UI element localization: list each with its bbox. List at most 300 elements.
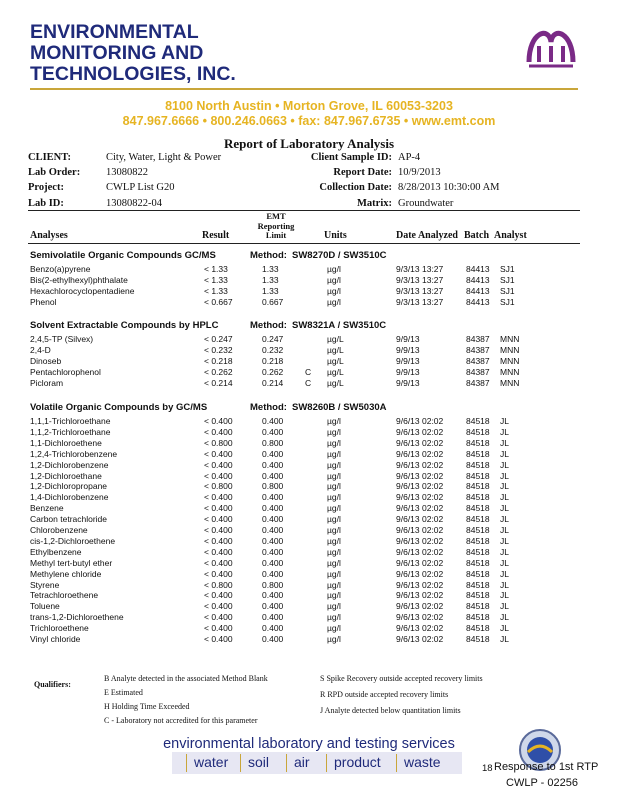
cell-units: µg/l [327,426,341,437]
table-row [0,601,618,612]
cell-date: 9/6/13 02:02 [396,590,444,601]
cell-date: 9/6/13 02:02 [396,601,444,612]
cell-units: µg/l [327,503,341,514]
cell-limit: 0.214 [262,377,284,388]
cell-date: 9/3/13 13:27 [396,264,444,274]
table-row [0,536,618,547]
cell-name: Dinoseb [30,355,62,366]
cell-units: µg/L [327,344,344,355]
table-row [0,345,618,356]
cell-date: 9/3/13 13:27 [396,285,444,296]
cell-limit: 0.400 [262,459,284,470]
cell-name: 1,4-Dichlorobenzene [30,492,109,503]
cell-result: < 0.400 [204,525,233,535]
cell-batch: 84518 [466,590,490,601]
cell-limit: 0.400 [262,568,284,579]
cell-date: 9/6/13 02:02 [396,448,444,459]
cell-analyst: JL [500,634,509,644]
service-separator [326,754,327,772]
cell-name: 1,2-Dichlorobenzene [30,459,109,470]
cell-batch: 84518 [466,568,490,579]
cell-limit: 0.800 [262,437,284,448]
cell-limit: 0.400 [262,448,284,459]
qualifier-c: C - Laboratory not accredited for this parameter [104,716,258,725]
report-title: Report of Laboratory Analysis [223,136,395,151]
cell-analyst: JL [500,437,509,448]
cell-date: 9/6/13 02:02 [396,503,444,514]
table-row [0,590,618,601]
page-number: 18 [482,763,493,774]
cell-name: Methyl tert-butyl ether [30,557,113,568]
cell-units: µg/l [327,557,341,568]
address-line: 8100 North Austin • Morton Grove, IL 60053-3203 [165,99,453,113]
cell-limit: 0.400 [262,492,284,503]
project-label: Project: [28,182,64,193]
cell-analyst: SJ1 [500,296,515,307]
cell-date: 9/6/13 02:02 [396,437,444,448]
cell-limit: 0.400 [262,470,284,481]
qualifiers-label: Qualifiers: [34,680,71,689]
cell-name: Pentachlorophenol [30,366,101,377]
cell-result: < 0.400 [204,459,233,470]
table-row [0,558,618,569]
cell-batch: 84518 [466,437,490,448]
table-row [0,471,618,482]
cell-date: 9/9/13 [396,355,420,366]
cell-limit: 0.247 [262,334,284,344]
cell-batch: 84387 [466,377,490,388]
qualifiers [0,670,618,726]
section-title: Semivolatile Organic Compounds GC/MS [30,250,216,261]
cell-limit: 0.400 [262,416,284,426]
cell-analyst: MNN [500,334,520,344]
footer-tagline: environmental laboratory and testing services [163,736,455,752]
cell-result: < 1.33 [204,274,228,285]
cell-name: Toluene [30,601,60,612]
qualifier-b: B Analyte detected in the associated Method Blank [104,674,268,683]
table-row [0,416,618,427]
cell-result: < 0.400 [204,634,233,644]
document-id: CWLP - 02256 [506,777,578,789]
cell-analyst: JL [500,459,509,470]
cell-limit: 0.400 [262,503,284,514]
table-row [0,334,618,345]
qualifier-j: J Analyte detected below quantitation limits [320,706,461,715]
table-row [0,427,618,438]
cell-date: 9/6/13 02:02 [396,579,444,590]
header-rule [30,88,578,90]
cell-name: Tetrachloroethene [30,590,99,601]
qualifier-h: H Holding Time Exceeded [104,702,190,711]
cell-limit: 0.400 [262,514,284,525]
sample-id-label: Client Sample ID: [310,152,392,163]
cell-analyst: JL [500,590,509,601]
cell-analyst: MNN [500,366,520,377]
matrix-label: Matrix: [357,198,392,209]
cell-analyst: JL [500,525,509,535]
cell-batch: 84518 [466,448,490,459]
cell-batch: 84518 [466,470,490,481]
cell-date: 9/6/13 02:02 [396,634,444,644]
table-row [0,634,618,645]
report-date-label: Report Date: [333,167,392,178]
cell-batch: 84387 [466,366,490,377]
qualifier-r: R RPD outside accepted recovery limits [320,690,449,699]
lab-order-label: Lab Order: [28,167,81,178]
cell-analyst: JL [500,416,509,426]
cell-units: µg/l [327,525,341,535]
cell-analyst: SJ1 [500,274,515,285]
qualifier-e: E Estimated [104,688,143,697]
cell-units: µg/l [327,285,341,296]
table-row [0,569,618,580]
cell-limit: 0.400 [262,557,284,568]
cell-units: µg/l [327,416,341,426]
col-limit [254,212,298,241]
cell-date: 9/6/13 02:02 [396,470,444,481]
emt-logo [525,22,577,72]
cell-analyst: JL [500,546,509,557]
cell-units: µg/l [327,634,341,644]
cell-batch: 84413 [466,264,490,274]
table-row [0,514,618,525]
cell-analyst: JL [500,623,509,634]
cell-units: µg/l [327,514,341,525]
cell-date: 9/6/13 02:02 [396,514,444,525]
cell-date: 9/6/13 02:02 [396,492,444,503]
cell-batch: 84518 [466,579,490,590]
cell-units: µg/l [327,568,341,579]
cell-result: < 0.218 [204,355,233,366]
method-label: Method: [250,250,287,261]
cell-batch: 84387 [466,344,490,355]
cell-analyst: JL [500,448,509,459]
cell-result: < 0.262 [204,366,233,377]
cell-date: 9/6/13 02:02 [396,426,444,437]
cell-name: Benzo(a)pyrene [30,264,91,274]
cell-limit: 0.232 [262,344,284,355]
cell-units: µg/l [327,470,341,481]
company-line-1: ENVIRONMENTAL [30,21,199,43]
cell-limit: 0.400 [262,590,284,601]
cell-result: < 0.800 [204,437,233,448]
project-value: CWLP List G20 [106,182,175,193]
cell-limit: 0.400 [262,612,284,623]
cell-name: Carbon tetrachloride [30,514,108,525]
col-date: Date Analyzed [396,230,458,241]
col-analyst: Analyst [494,230,527,241]
cell-name: 1,1-Dichloroethene [30,437,102,448]
table-row [0,612,618,623]
report-date-value: 10/9/2013 [398,167,441,178]
service-separator [240,754,241,772]
cell-name: 1,2-Dichloropropane [30,481,108,492]
table-row [0,580,618,591]
cell-units: µg/l [327,437,341,448]
service-waste: waste [404,754,441,770]
cell-result: < 0.400 [204,448,233,459]
service-soil: soil [248,754,270,770]
cell-batch: 84518 [466,557,490,568]
cell-q: C [305,366,312,377]
client-value: City, Water, Light & Power [106,152,222,163]
cell-name: cis-1,2-Dichloroethene [30,535,116,546]
cell-analyst: MNN [500,355,520,366]
table-row [0,378,618,389]
table-row [0,438,618,449]
cell-result: < 0.214 [204,377,233,388]
cell-result: < 0.400 [204,535,233,546]
service-separator [396,754,397,772]
cell-result: < 0.400 [204,590,233,601]
cell-limit: 0.400 [262,535,284,546]
cell-date: 9/9/13 [396,366,420,377]
method-value: SW8321A / SW3510C [292,320,387,331]
cell-result: < 0.400 [204,503,233,514]
cell-limit: 1.33 [262,274,279,285]
cell-name: Phenol [30,296,57,307]
cell-date: 9/6/13 02:02 [396,416,444,426]
col-units: Units [324,230,347,241]
cell-batch: 84518 [466,416,490,426]
cell-limit: 0.400 [262,634,284,644]
cell-units: µg/l [327,264,341,274]
cell-units: µg/L [327,355,344,366]
cell-date: 9/9/13 [396,334,420,344]
cell-analyst: JL [500,481,509,492]
cell-batch: 84518 [466,623,490,634]
cell-limit: 0.400 [262,546,284,557]
sample-id-value: AP-4 [398,152,421,163]
cell-date: 9/6/13 02:02 [396,623,444,634]
cell-batch: 84518 [466,481,490,492]
cell-batch: 84518 [466,492,490,503]
cell-result: < 0.800 [204,579,233,590]
cell-analyst: JL [500,601,509,612]
cell-result: < 0.400 [204,426,233,437]
cell-date: 9/6/13 02:02 [396,568,444,579]
cell-name: Trichloroethene [30,623,89,634]
cell-units: µg/l [327,481,341,492]
service-separator [186,754,187,772]
cell-result: < 0.400 [204,546,233,557]
cell-batch: 84518 [466,503,490,514]
cell-units: µg/l [327,296,341,307]
cell-result: < 0.400 [204,557,233,568]
cell-units: µg/L [327,334,344,344]
services-list [172,752,462,774]
cell-name: Ethylbenzene [30,546,82,557]
cell-units: µg/l [327,274,341,285]
cell-limit: 0.400 [262,525,284,535]
cell-batch: 84518 [466,514,490,525]
cell-batch: 84518 [466,535,490,546]
col-limit-line1: EMT [266,211,286,221]
cell-name: 2,4,5-TP (Silvex) [30,334,94,344]
cell-name: Methylene chloride [30,568,102,579]
table-row [0,367,618,378]
contact-line: 847.967.6666 • 800.246.0663 • fax: 847.967.6735 • www.emt.com [122,114,496,128]
cell-result: < 0.400 [204,623,233,634]
table-row [0,481,618,492]
table-row [0,356,618,367]
cell-result: < 1.33 [204,264,228,274]
cell-name: 1,1,1-Trichloroethane [30,416,111,426]
collection-date-label: Collection Date: [319,182,392,193]
cell-analyst: MNN [500,344,520,355]
qualifier-s: S Spike Recovery outside accepted recovery limits [320,674,483,683]
cell-result: < 0.667 [204,296,233,307]
cell-name: 2,4-D [30,344,51,355]
col-batch: Batch [464,230,489,241]
cell-batch: 84518 [466,634,490,644]
cell-date: 9/9/13 [396,344,420,355]
cell-analyst: JL [500,503,509,514]
table-row [0,460,618,471]
cell-batch: 84518 [466,546,490,557]
cell-analyst: MNN [500,377,520,388]
method-label: Method: [250,320,287,331]
cell-name: Hexachlorocyclopentadiene [30,285,135,296]
col-limit-line2: Reporting [257,220,295,231]
cell-limit: 0.800 [262,579,284,590]
cell-result: < 0.400 [204,416,233,426]
cell-limit: 0.262 [262,366,284,377]
method-value: SW8260B / SW5030A [292,402,387,413]
cell-date: 9/6/13 02:02 [396,459,444,470]
section-title: Volatile Organic Compounds by GC/MS [30,402,208,413]
col-limit-line3: Limit [265,230,287,240]
cell-units: µg/l [327,546,341,557]
cell-batch: 84518 [466,525,490,535]
cell-units: µg/l [327,601,341,612]
cell-units: µg/l [327,612,341,623]
cell-limit: 0.400 [262,601,284,612]
cell-name: Chlorobenzene [30,525,88,535]
cell-batch: 84518 [466,459,490,470]
cell-limit: 0.400 [262,623,284,634]
cell-limit: 1.33 [262,264,279,274]
table-row [0,547,618,558]
cell-result: < 0.800 [204,481,233,492]
cell-result: < 0.232 [204,344,233,355]
cell-batch: 84413 [466,274,490,285]
cell-name: 1,2,4-Trichlorobenzene [30,448,118,459]
col-analyses: Analyses [30,230,68,241]
cell-limit: 1.33 [262,285,279,296]
cell-result: < 1.33 [204,285,228,296]
cell-q: C [305,377,312,388]
rtp-label: Response to 1st RTP [494,761,599,773]
cell-units: µg/l [327,579,341,590]
table-row [0,264,618,275]
cell-date: 9/6/13 02:02 [396,612,444,623]
cell-limit: 0.800 [262,481,284,492]
cell-analyst: JL [500,426,509,437]
cell-batch: 84387 [466,334,490,344]
cell-limit: 0.218 [262,355,284,366]
cell-date: 9/9/13 [396,377,420,388]
cell-result: < 0.247 [204,334,233,344]
cell-analyst: JL [500,535,509,546]
cell-units: µg/l [327,623,341,634]
client-label: CLIENT: [28,152,71,163]
cell-analyst: JL [500,492,509,503]
cell-name: Styrene [30,579,60,590]
table-row [0,623,618,634]
cell-limit: 0.400 [262,426,284,437]
cell-units: µg/l [327,459,341,470]
table-row [0,297,618,308]
table-row [0,275,618,286]
cell-analyst: JL [500,470,509,481]
service-product: product [334,754,381,770]
column-headers [0,212,618,242]
cell-analyst: JL [500,557,509,568]
cell-result: < 0.400 [204,612,233,623]
cell-date: 9/6/13 02:02 [396,525,444,535]
matrix-value: Groundwater [398,198,454,209]
table-row [0,503,618,514]
cell-batch: 84413 [466,285,490,296]
service-separator [286,754,287,772]
method-value: SW8270D / SW3510C [292,250,387,261]
lab-id-label: Lab ID: [28,198,64,209]
table-row [0,449,618,460]
company-line-3: TECHNOLOGIES, INC. [30,63,236,85]
cell-units: µg/l [327,590,341,601]
header-bottom-rule [28,243,580,244]
cell-analyst: JL [500,579,509,590]
cell-date: 9/6/13 02:02 [396,546,444,557]
cell-result: < 0.400 [204,514,233,525]
section-title: Solvent Extractable Compounds by HPLC [30,320,219,331]
table-row [0,525,618,536]
cell-result: < 0.400 [204,601,233,612]
cell-date: 9/3/13 13:27 [396,296,444,307]
cell-units: µg/l [327,535,341,546]
cell-batch: 84413 [466,296,490,307]
cell-date: 9/3/13 13:27 [396,274,444,285]
cell-name: 1,2-Dichloroethane [30,470,102,481]
report-meta [28,152,588,212]
company-line-2: MONITORING AND [30,42,204,64]
cell-name: Vinyl chloride [30,634,81,644]
company-name [30,22,236,85]
cell-name: 1,1,2-Trichloroethane [30,426,111,437]
service-air: air [294,754,310,770]
cell-units: µg/l [327,492,341,503]
cell-units: µg/l [327,448,341,459]
cell-batch: 84518 [466,601,490,612]
cell-analyst: SJ1 [500,264,515,274]
cell-date: 9/6/13 02:02 [396,535,444,546]
cell-batch: 84518 [466,426,490,437]
col-result: Result [202,230,230,241]
cell-units: µg/L [327,366,344,377]
cell-name: Bis(2-ethylhexyl)phthalate [30,274,128,285]
cell-result: < 0.400 [204,568,233,579]
cell-units: µg/L [327,377,344,388]
cell-name: Picloram [30,377,64,388]
cell-analyst: JL [500,514,509,525]
cell-analyst: JL [500,568,509,579]
service-water: water [194,754,229,770]
lab-order-value: 13080822 [106,167,148,178]
cell-date: 9/6/13 02:02 [396,481,444,492]
table-row [0,286,618,297]
cell-result: < 0.400 [204,492,233,503]
